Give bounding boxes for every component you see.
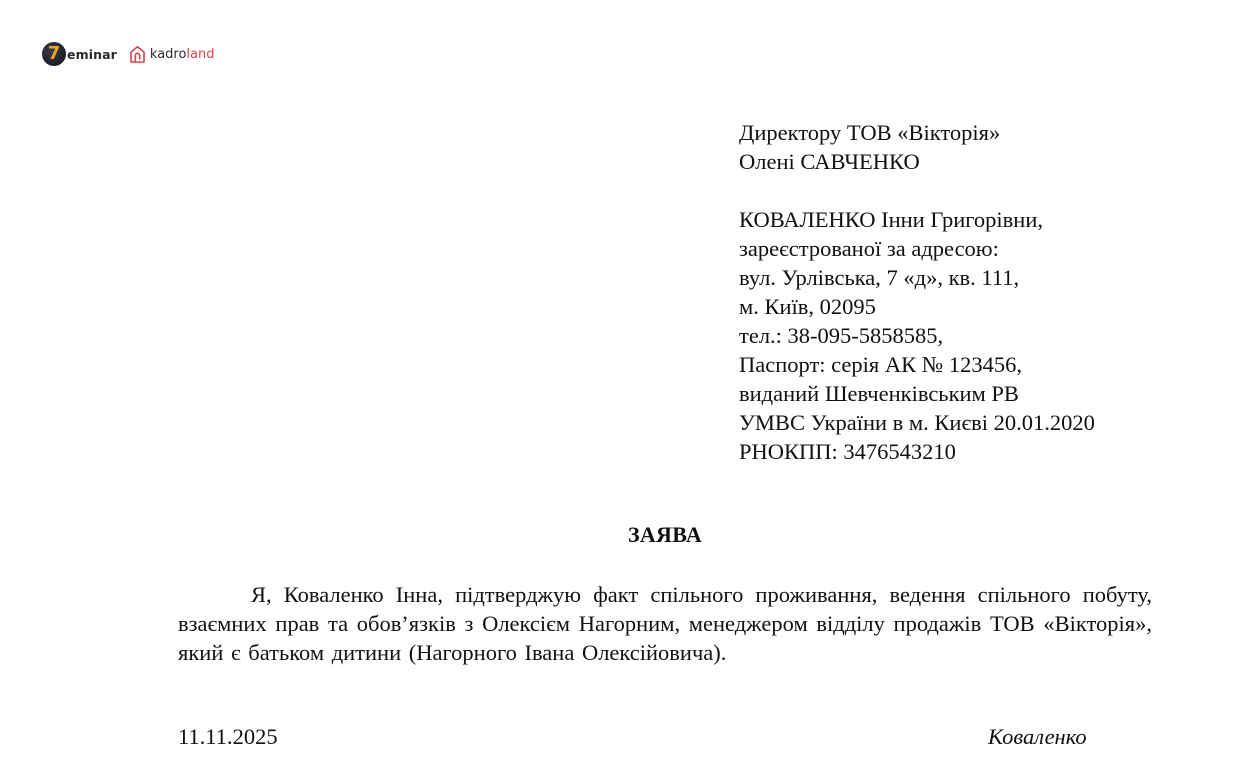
sender-passport: Паспорт: серія АК № 123456,: [739, 352, 1022, 377]
sender-phone: тел.: 38-095-5858585,: [739, 323, 944, 348]
addressee-block: [739, 118, 1095, 466]
seven-badge-icon: 7: [42, 42, 66, 66]
house-icon: [129, 45, 146, 64]
document-title: ЗАЯВА: [627, 522, 703, 547]
spacer: [739, 176, 1095, 205]
sender-name: КОВАЛЕНКО Інни Григорівни,: [739, 207, 1043, 232]
sender-passport-issued-by-2: УМВС України в м. Києві 20.01.2020: [739, 410, 1095, 435]
kadroland-text-accent: land: [186, 46, 215, 62]
seminar-logo-text: eminar: [67, 46, 117, 62]
sender-registered-label: зареєстрованої за адресою:: [739, 236, 999, 261]
signature: Коваленко: [988, 724, 1087, 749]
seminar-logo: [42, 42, 117, 66]
sender-street: вул. Урлівська, 7 «д», кв. 111,: [739, 265, 1020, 290]
document-date: 11.11.2025: [178, 724, 278, 749]
sender-city: м. Київ, 02095: [739, 294, 876, 319]
header-logos: [42, 40, 215, 68]
sender-passport-issued-by: виданий Шевченківським РВ: [739, 381, 1019, 406]
sender-tax-id: РНОКПП: 3476543210: [739, 439, 956, 464]
kadroland-logo: [129, 45, 215, 64]
kadroland-text-dark: kadro: [149, 46, 187, 62]
recipient-name: Олені САВЧЕНКО: [739, 149, 920, 174]
document-body: Я, Коваленко Інна, підтверджую факт спільного проживання, ведення спільного побуту, взаємних прав та обов’язків з Олексієм Нагорним, менеджером відділу продажів ТОВ «Вікторія», який є батьком дитини (Нагорного Івана Олексійовича).: [178, 582, 1152, 665]
recipient-position: Директору ТОВ «Вікторія»: [739, 120, 1001, 145]
